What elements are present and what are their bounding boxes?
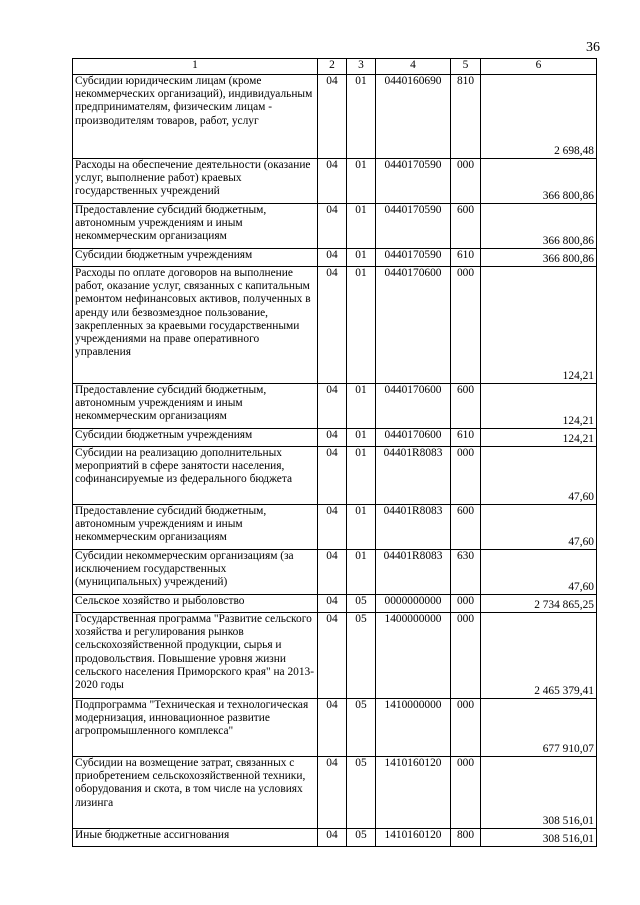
table-row (73, 159, 597, 204)
row-amount: 2 465 379,41 (481, 613, 597, 699)
row-expense-type: 000 (451, 159, 481, 204)
row-target-code: 1400000000 (376, 613, 451, 699)
table-row (73, 613, 597, 699)
row-subsection: 01 (347, 447, 376, 505)
row-expense-type: 600 (451, 204, 481, 249)
row-amount: 47,60 (481, 505, 597, 550)
row-expense-type: 610 (451, 249, 481, 267)
row-name: Субсидии бюджетным учреждениям (73, 429, 318, 447)
table-row (73, 429, 597, 447)
row-subsection: 01 (347, 384, 376, 429)
table-row (73, 75, 597, 159)
row-target-code: 04401R8083 (376, 550, 451, 595)
row-expense-type: 810 (451, 75, 481, 159)
row-subsection: 01 (347, 75, 376, 159)
row-target-code: 0440160690 (376, 75, 451, 159)
row-section: 04 (318, 267, 347, 384)
row-amount: 308 516,01 (481, 829, 597, 847)
row-target-code: 04401R8083 (376, 447, 451, 505)
header-cell: 6 (481, 59, 597, 75)
row-amount: 47,60 (481, 447, 597, 505)
row-expense-type: 000 (451, 267, 481, 384)
row-subsection: 01 (347, 550, 376, 595)
row-section: 04 (318, 447, 347, 505)
row-target-code: 04401R8083 (376, 505, 451, 550)
row-subsection: 05 (347, 699, 376, 757)
row-amount: 124,21 (481, 429, 597, 447)
row-name: Субсидии на возмещение затрат, связанных с приобретением сельскохозяйственной техники, оборудования и скота, в том числе на условиях лизинга (73, 757, 318, 829)
row-subsection: 05 (347, 757, 376, 829)
row-section: 04 (318, 550, 347, 595)
header-cell: 5 (451, 59, 481, 75)
row-target-code: 0440170600 (376, 384, 451, 429)
row-amount: 366 800,86 (481, 159, 597, 204)
budget-table (72, 58, 597, 847)
row-amount: 2 698,48 (481, 75, 597, 159)
table-row (73, 699, 597, 757)
table-row (73, 447, 597, 505)
row-name: Субсидии некоммерческим организациям (за исключением государственных (муниципальных) учреждений) (73, 550, 318, 595)
row-name: Субсидии юридическим лицам (кроме некоммерческих организаций), индивидуальным предпринимателям, физическим лицам - производителям товаров, работ, услуг (73, 75, 318, 159)
row-expense-type: 000 (451, 699, 481, 757)
row-name: Подпрограмма "Техническая и технологическая модернизация, инновационное развитие агропромышленного комплекса" (73, 699, 318, 757)
table-row (73, 249, 597, 267)
row-amount: 124,21 (481, 267, 597, 384)
row-expense-type: 000 (451, 613, 481, 699)
table-row (73, 384, 597, 429)
page-number: 36 (586, 40, 600, 55)
row-expense-type: 000 (451, 447, 481, 505)
table-row (73, 204, 597, 249)
row-amount: 2 734 865,25 (481, 595, 597, 613)
row-target-code: 0000000000 (376, 595, 451, 613)
header-cell: 2 (318, 59, 347, 75)
row-name: Предоставление субсидий бюджетным, автономным учреждениям и иным некоммерческим организациям (73, 204, 318, 249)
row-expense-type: 610 (451, 429, 481, 447)
row-section: 04 (318, 699, 347, 757)
table-row (73, 267, 597, 384)
row-section: 04 (318, 204, 347, 249)
row-amount: 308 516,01 (481, 757, 597, 829)
row-subsection: 01 (347, 204, 376, 249)
row-name: Субсидии бюджетным учреждениям (73, 249, 318, 267)
table-row (73, 757, 597, 829)
row-section: 04 (318, 595, 347, 613)
row-subsection: 01 (347, 505, 376, 550)
row-name: Государственная программа "Развитие сельского хозяйства и регулирования рынков сельскохозяйственной продукции, сырья и продовольствия. Повышение уровня жизни сельского населения Приморского края" на 2013-2020 годы (73, 613, 318, 699)
header-cell: 1 (73, 59, 318, 75)
row-expense-type: 800 (451, 829, 481, 847)
row-subsection: 05 (347, 829, 376, 847)
row-amount: 124,21 (481, 384, 597, 429)
header-cell: 3 (347, 59, 376, 75)
row-target-code: 0440170600 (376, 267, 451, 384)
row-name: Расходы по оплате договоров на выполнение работ, оказание услуг, связанных с капитальным ремонтом нефинансовых активов, полученных в аренду или безвозмездное пользование, закрепленных за краевыми государственными учреждениями на праве оперативного управления (73, 267, 318, 384)
table-row (73, 829, 597, 847)
row-name: Предоставление субсидий бюджетным, автономным учреждениям и иным некоммерческим организациям (73, 505, 318, 550)
row-section: 04 (318, 249, 347, 267)
row-expense-type: 630 (451, 550, 481, 595)
row-subsection: 01 (347, 159, 376, 204)
row-name: Иные бюджетные ассигнования (73, 829, 318, 847)
row-name: Расходы на обеспечение деятельности (оказание услуг, выполнение работ) краевых государственных учреждений (73, 159, 318, 204)
row-expense-type: 000 (451, 757, 481, 829)
row-amount: 366 800,86 (481, 249, 597, 267)
row-amount: 47,60 (481, 550, 597, 595)
row-target-code: 0440170590 (376, 204, 451, 249)
row-expense-type: 000 (451, 595, 481, 613)
row-section: 04 (318, 429, 347, 447)
row-target-code: 0440170590 (376, 249, 451, 267)
row-subsection: 05 (347, 595, 376, 613)
row-expense-type: 600 (451, 505, 481, 550)
table-row (73, 505, 597, 550)
row-expense-type: 600 (451, 384, 481, 429)
header-cell: 4 (376, 59, 451, 75)
table-row (73, 595, 597, 613)
row-target-code: 1410160120 (376, 829, 451, 847)
row-section: 04 (318, 75, 347, 159)
row-subsection: 05 (347, 613, 376, 699)
row-section: 04 (318, 505, 347, 550)
row-section: 04 (318, 384, 347, 429)
table-row (73, 550, 597, 595)
row-name: Предоставление субсидий бюджетным, автономным учреждениям и иным некоммерческим организациям (73, 384, 318, 429)
row-amount: 677 910,07 (481, 699, 597, 757)
row-name: Сельское хозяйство и рыболовство (73, 595, 318, 613)
row-target-code: 0440170600 (376, 429, 451, 447)
row-amount: 366 800,86 (481, 204, 597, 249)
table-header-row (73, 59, 597, 75)
row-section: 04 (318, 159, 347, 204)
row-target-code: 1410000000 (376, 699, 451, 757)
row-subsection: 01 (347, 429, 376, 447)
row-name: Субсидии на реализацию дополнительных мероприятий в сфере занятости населения, софинансируемые из федерального бюджета (73, 447, 318, 505)
row-section: 04 (318, 757, 347, 829)
row-subsection: 01 (347, 267, 376, 384)
row-subsection: 01 (347, 249, 376, 267)
row-section: 04 (318, 613, 347, 699)
row-section: 04 (318, 829, 347, 847)
row-target-code: 1410160120 (376, 757, 451, 829)
row-target-code: 0440170590 (376, 159, 451, 204)
